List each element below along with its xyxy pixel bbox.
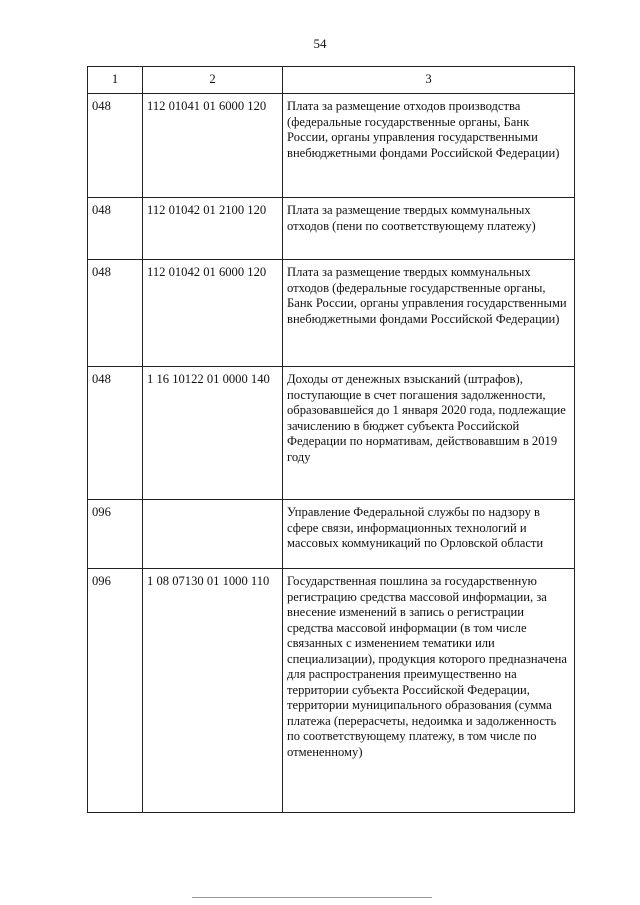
kbk-cell: 1 08 07130 01 1000 110 bbox=[143, 569, 283, 813]
table-row bbox=[88, 367, 575, 500]
table-row bbox=[88, 260, 575, 367]
kbk-cell: 112 01041 01 6000 120 bbox=[143, 94, 283, 198]
kbk-cell: 1 16 10122 01 0000 140 bbox=[143, 367, 283, 500]
admin-code-cell: 096 bbox=[88, 500, 143, 569]
kbk-cell: 112 01042 01 2100 120 bbox=[143, 198, 283, 260]
description-cell: Доходы от денежных взысканий (штрафов), поступающие в счет погашения задолженности, образовавшейся до 1 января 2020 года, подлежащие зачислению в бюджет субъекта Российской Федерации по нормативам, действовавшим в 2019 году bbox=[283, 367, 575, 500]
scan-edge-line bbox=[192, 897, 432, 898]
admin-code-cell: 048 bbox=[88, 260, 143, 367]
description-cell: Плата за размещение отходов производства (федеральные государственные органы, Банк России, органы управления государственными внебюджетными фондами Российской Федерации) bbox=[283, 94, 575, 198]
header-col-1: 1 bbox=[88, 67, 143, 94]
table-row bbox=[88, 198, 575, 260]
kbk-cell bbox=[143, 500, 283, 569]
description-cell: Плата за размещение твердых коммунальных отходов (федеральные государственные органы, Банк России, органы управления государственными внебюджетными фондами Российской Федерации) bbox=[283, 260, 575, 367]
table-row bbox=[88, 569, 575, 813]
description-cell: Управление Федеральной службы по надзору в сфере связи, информационных технологий и массовых коммуникаций по Орловской области bbox=[283, 500, 575, 569]
admin-code-cell: 048 bbox=[88, 198, 143, 260]
table-row bbox=[88, 94, 575, 198]
kbk-cell: 112 01042 01 6000 120 bbox=[143, 260, 283, 367]
budget-codes-table bbox=[87, 66, 575, 813]
admin-code-cell: 048 bbox=[88, 94, 143, 198]
table-header-row bbox=[88, 67, 575, 94]
header-col-3: 3 bbox=[283, 67, 575, 94]
admin-code-cell: 096 bbox=[88, 569, 143, 813]
page-number: 54 bbox=[313, 36, 327, 51]
table-row bbox=[88, 500, 575, 569]
header-col-2: 2 bbox=[143, 67, 283, 94]
description-cell: Государственная пошлина за государственную регистрацию средства массовой информации, за внесение изменений в запись о регистрации средства массовой информации (в том числе связанных с изменением тематики или специализации), продукция которого предназначена для распространения преимущественно на территории субъекта Российской Федерации, территории муниципального образования (сумма платежа (перерасчеты, недоимка и задолженность по соответствующему платежу, в том числе по отмененному) bbox=[283, 569, 575, 813]
admin-code-cell: 048 bbox=[88, 367, 143, 500]
description-cell: Плата за размещение твердых коммунальных отходов (пени по соответствующему платежу) bbox=[283, 198, 575, 260]
